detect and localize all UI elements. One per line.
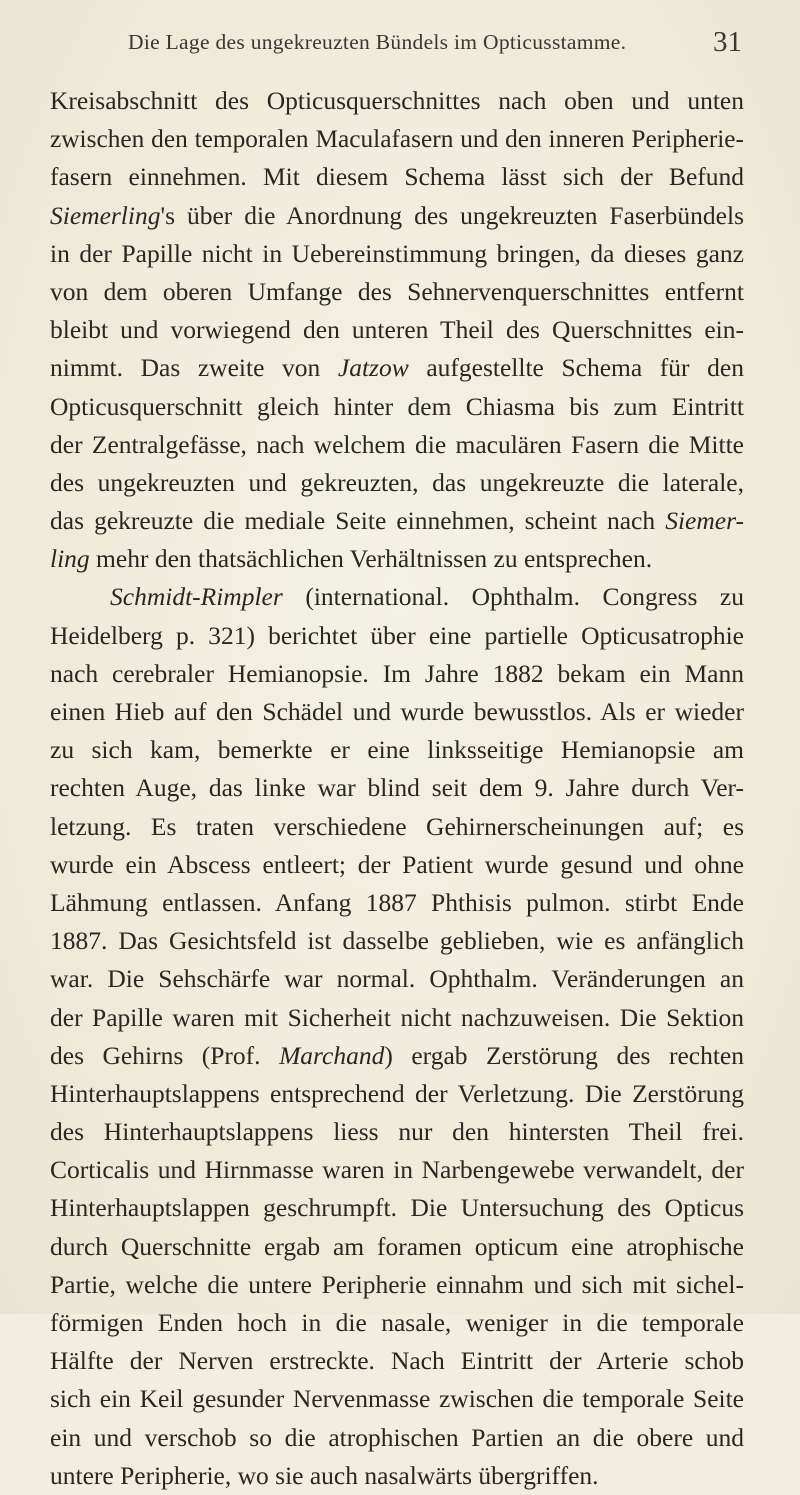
- text-segment: in der Papille nicht in Uebereinstimmung bringen, da dieses ganz: [50, 238, 744, 268]
- text-segment: der Papille waren mit Sicherheit nicht nachzuweisen. Die Sektion: [50, 1002, 744, 1032]
- text-segment: das gekreuzte die mediale Seite einnehmen, scheint nach: [50, 506, 666, 536]
- text-segment: ein und verschob so die atrophischen Partien an die obere und: [50, 1422, 744, 1452]
- author-name: ling: [50, 544, 90, 574]
- text-segment: bleibt und vorwiegend den unteren Theil des Querschnittes ein-: [50, 315, 744, 345]
- text-segment: des Gehirns (Prof.: [50, 1040, 280, 1070]
- text-segment: nach cerebraler Hemianopsie. Im Jahre 1882 bekam ein Mann: [50, 658, 744, 688]
- text-line: [50, 426, 744, 464]
- author-name: Siemerling: [50, 200, 161, 230]
- text-segment: Corticalis und Hirnmasse waren in Narbengewebe verwandelt, der: [50, 1155, 744, 1185]
- text-segment: Opticusquerschnitt gleich hinter dem Chiasma bis zum Eintritt: [50, 391, 744, 421]
- text-segment: aufgestellte Schema für den: [408, 353, 744, 383]
- text-line: [50, 1419, 744, 1457]
- text-line: [50, 158, 744, 196]
- text-segment: Hinterhauptslappen geschrumpft. Die Untersuchung des Opticus: [50, 1193, 744, 1223]
- text-line: [50, 578, 744, 616]
- text-segment: 's über die Anordnung des ungekreuzten Faserbündels: [160, 200, 744, 230]
- text-line: [50, 197, 744, 235]
- page-number: 31: [713, 26, 742, 58]
- text-line: [50, 693, 744, 731]
- running-title: Die Lage des ungekreuzten Bündels im Opticusstamme.: [128, 30, 627, 54]
- text-segment: durch Querschnitte ergab am foramen opticum eine atrophische: [50, 1231, 744, 1261]
- text-segment: Kreisabschnitt des Opticusquerschnittes nach oben und unten: [50, 86, 744, 115]
- text-segment: fasern einnehmen. Mit diesem Schema lässt sich der Befund: [50, 162, 744, 192]
- text-line: [50, 311, 744, 349]
- text-segment: untere Peripherie, wo sie auch nasalwärts übergriffen.: [50, 1460, 599, 1490]
- text-line: [50, 731, 744, 769]
- text-segment: zu sich kam, bemerkte er eine linksseitige Hemianopsie am: [50, 735, 744, 765]
- text-segment: Hinterhauptslappens entsprechend der Verletzung. Die Zerstörung: [50, 1078, 744, 1108]
- text-line: [50, 922, 744, 960]
- page-header: [128, 26, 742, 64]
- text-line: [50, 1075, 744, 1113]
- text-segment: Hälfte der Nerven erstreckte. Nach Eintritt der Arterie schob: [50, 1346, 744, 1376]
- text-segment: der Zentralgefässe, nach welchem die maculären Fasern die Mitte: [50, 429, 744, 459]
- text-segment: einen Hieb auf den Schädel und wurde bewusstlos. Als er wieder: [50, 697, 744, 726]
- text-line: [50, 388, 744, 426]
- text-segment: des Hinterhauptslappens liess nur den hintersten Theil frei.: [50, 1117, 744, 1147]
- text-line: [50, 1342, 744, 1380]
- text-line: [50, 1380, 744, 1418]
- text-line: [50, 1037, 744, 1075]
- body-text: [50, 82, 744, 1495]
- text-line: [50, 1228, 744, 1266]
- text-line: [50, 1151, 744, 1189]
- text-segment: (international. Ophthalm. Congress zu: [282, 582, 744, 612]
- text-line: [50, 1304, 744, 1342]
- text-segment: mehr den thatsächlichen Verhältnissen zu entsprechen.: [89, 544, 653, 574]
- text-segment: letzung. Es traten verschiedene Gehirnerscheinungen auf; es: [50, 811, 744, 841]
- text-segment: war. Die Sehschärfe war normal. Ophthalm. Veränderungen an: [50, 964, 744, 994]
- text-line: [50, 235, 744, 273]
- text-line: [50, 655, 744, 693]
- text-line: [50, 1189, 744, 1227]
- text-line: [50, 999, 744, 1037]
- text-segment: förmigen Enden hoch in die nasale, weniger in die temporale: [50, 1308, 744, 1337]
- text-segment: Partie, welche die untere Peripherie einnahm und sich mit sichel-: [50, 1269, 744, 1299]
- text-segment: rechten Auge, das linke war blind seit dem 9. Jahre durch Ver-: [50, 773, 744, 803]
- text-line: [50, 617, 744, 655]
- text-segment: 1887. Das Gesichtsfeld ist dasselbe geblieben, wie es anfänglich: [50, 926, 744, 956]
- text-segment: des ungekreuzten und gekreuzten, das ungekreuzte die laterale,: [50, 467, 744, 497]
- text-line: [50, 1266, 744, 1304]
- text-segment: nimmt. Das zweite von: [50, 353, 338, 383]
- author-name: Jatzow: [337, 353, 409, 383]
- text-segment: Lähmung entlassen. Anfang 1887 Phthisis pulmon. stirbt Ende: [50, 887, 744, 917]
- author-name: Siemer-: [665, 506, 744, 536]
- text-line: [50, 846, 744, 884]
- text-line: [50, 349, 744, 387]
- text-line: [50, 82, 744, 120]
- text-segment: sich ein Keil gesunder Nervenmasse zwischen die temporale Seite: [50, 1384, 744, 1414]
- text-segment: von dem oberen Umfange des Sehnervenquerschnittes entfernt: [50, 276, 744, 306]
- text-line: [50, 769, 744, 807]
- text-segment: ) ergab Zerstörung des rechten: [384, 1040, 744, 1070]
- text-line: [50, 960, 744, 998]
- text-line: [50, 1457, 744, 1495]
- text-line: [50, 808, 744, 846]
- text-line: [50, 540, 744, 578]
- text-line: [50, 1113, 744, 1151]
- text-line: [50, 502, 744, 540]
- text-segment: Heidelberg p. 321) berichtet über eine partielle Opticusatrophie: [50, 620, 744, 650]
- text-line: [50, 464, 744, 502]
- author-name: Marchand: [279, 1040, 385, 1070]
- text-segment: zwischen den temporalen Maculafasern und den inneren Peripherie-: [50, 125, 744, 154]
- author-name: Schmidt-Rimpler: [110, 582, 283, 612]
- text-line: [50, 273, 744, 311]
- text-line: [50, 120, 744, 158]
- text-segment: wurde ein Abscess entleert; der Patient wurde gesund und ohne: [50, 849, 744, 879]
- text-line: [50, 884, 744, 922]
